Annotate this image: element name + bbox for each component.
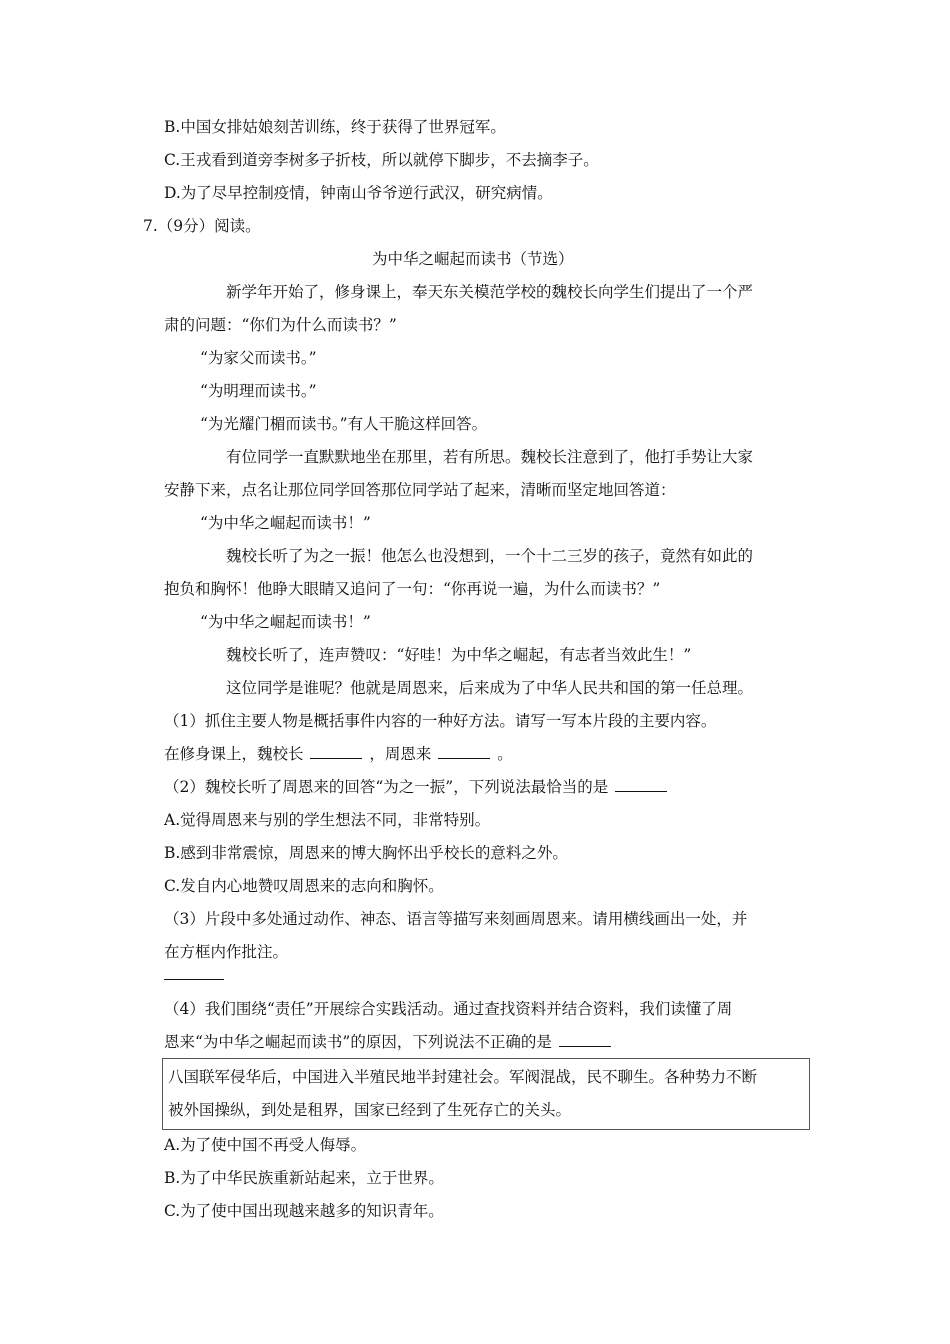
passage-line: “为光耀门楣而读书。”有人干脆这样回答。 — [200, 415, 488, 433]
question-7-heading: 7.（9分）阅读。 — [143, 217, 261, 235]
fill-text: 。 — [497, 745, 513, 763]
subquestion-3-prompt: （3）片段中多处通过动作、神态、语言等描写来刻画周恩来。请用横线画出一处，并 — [164, 910, 748, 928]
passage-line: 有位同学一直默默地坐在那里，若有所思。魏校长注意到了，他打手势让大家 — [226, 448, 754, 466]
option-b: B.感到非常震惊，周恩来的博大胸怀出乎校长的意料之外。 — [164, 844, 568, 862]
passage-line: 这位同学是谁呢？他就是周恩来，后来成为了中华人民共和国的第一任总理。 — [226, 679, 754, 697]
subquestion-4-prompt: （4）我们围绕“责任”开展综合实践活动。通过查找资料并结合资料，我们读懂了周 — [164, 1000, 733, 1018]
option-b: B.为了中华民族重新站起来，立于世界。 — [164, 1169, 444, 1187]
prompt-text: 恩来“为中华之崛起而读书”的原因，下列说法不正确的是 — [164, 1033, 552, 1051]
prompt-text: （2）魏校长听了周恩来的回答“为之一振”，下列说法最恰当的是 — [164, 778, 609, 796]
subquestion-2-prompt — [164, 776, 669, 798]
subquestion-1-prompt: （1）抓住主要人物是概括事件内容的一种好方法。请写一写本片段的主要内容。 — [164, 712, 717, 730]
passage-line: “为中华之崛起而读书！” — [200, 514, 371, 532]
passage-line: 抱负和胸怀！他睁大眼睛又追问了一句：“你再说一遍，为什么而读书？” — [164, 580, 661, 598]
passage-line: 魏校长听了，连声赞叹：“好哇！为中华之崛起，有志者当效此生！” — [226, 646, 692, 664]
passage-line: “为家父而读书。” — [200, 349, 317, 367]
fill-text: 在修身课上，魏校长 — [164, 745, 304, 763]
option-q6-c: C.王戎看到道旁李树多子折枝，所以就停下脚步，不去摘李子。 — [164, 151, 599, 169]
subquestion-3-prompt: 在方框内作批注。 — [164, 943, 289, 961]
answer-blank[interactable] — [438, 744, 490, 759]
option-q6-d: D.为了尽早控制疫情，钟南山爷爷逆行武汉，研究病情。 — [164, 184, 553, 202]
answer-blank[interactable] — [615, 777, 667, 792]
option-c: C.为了使中国出现越来越多的知识青年。 — [164, 1202, 444, 1220]
passage-line: 新学年开始了，修身课上，奉天东关模范学校的魏校长向学生们提出了一个严 — [226, 283, 754, 301]
passage-line: 安静下来，点名让那位同学回答那位同学站了起来，清晰而坚定地回答道： — [164, 481, 676, 499]
subquestion-4-prompt — [164, 1031, 613, 1053]
passage-line: 肃的问题：“你们为什么而读书？” — [164, 316, 397, 334]
option-c: C.发自内心地赞叹周恩来的志向和胸怀。 — [164, 877, 444, 895]
fill-text: ，周恩来 — [369, 745, 432, 763]
passage-line: 魏校长听了为之一振！他怎么也没想到，一个十二三岁的孩子，竟然有如此的 — [226, 547, 754, 565]
passage-line: “为明理而读书。” — [200, 382, 317, 400]
passage-title: 为中华之崛起而读书（节选） — [372, 250, 574, 268]
option-q6-b: B.中国女排姑娘刻苦训练，终于获得了世界冠军。 — [164, 118, 506, 136]
material-text: 八国联军侵华后，中国进入半殖民地半封建社会。军阀混战，民不聊生。各种势力不断 — [168, 1068, 758, 1086]
subquestion-1-fill — [164, 743, 513, 765]
answer-blank[interactable] — [310, 744, 362, 759]
material-text: 被外国操纵，到处是租界，国家已经到了生死存亡的关头。 — [168, 1101, 572, 1119]
answer-blank[interactable] — [164, 979, 224, 980]
passage-line: “为中华之崛起而读书！” — [200, 613, 371, 631]
option-a: A.为了使中国不再受人侮辱。 — [164, 1136, 367, 1154]
option-a: A.觉得周恩来与别的学生想法不同，非常特别。 — [164, 811, 491, 829]
answer-blank[interactable] — [559, 1032, 611, 1047]
